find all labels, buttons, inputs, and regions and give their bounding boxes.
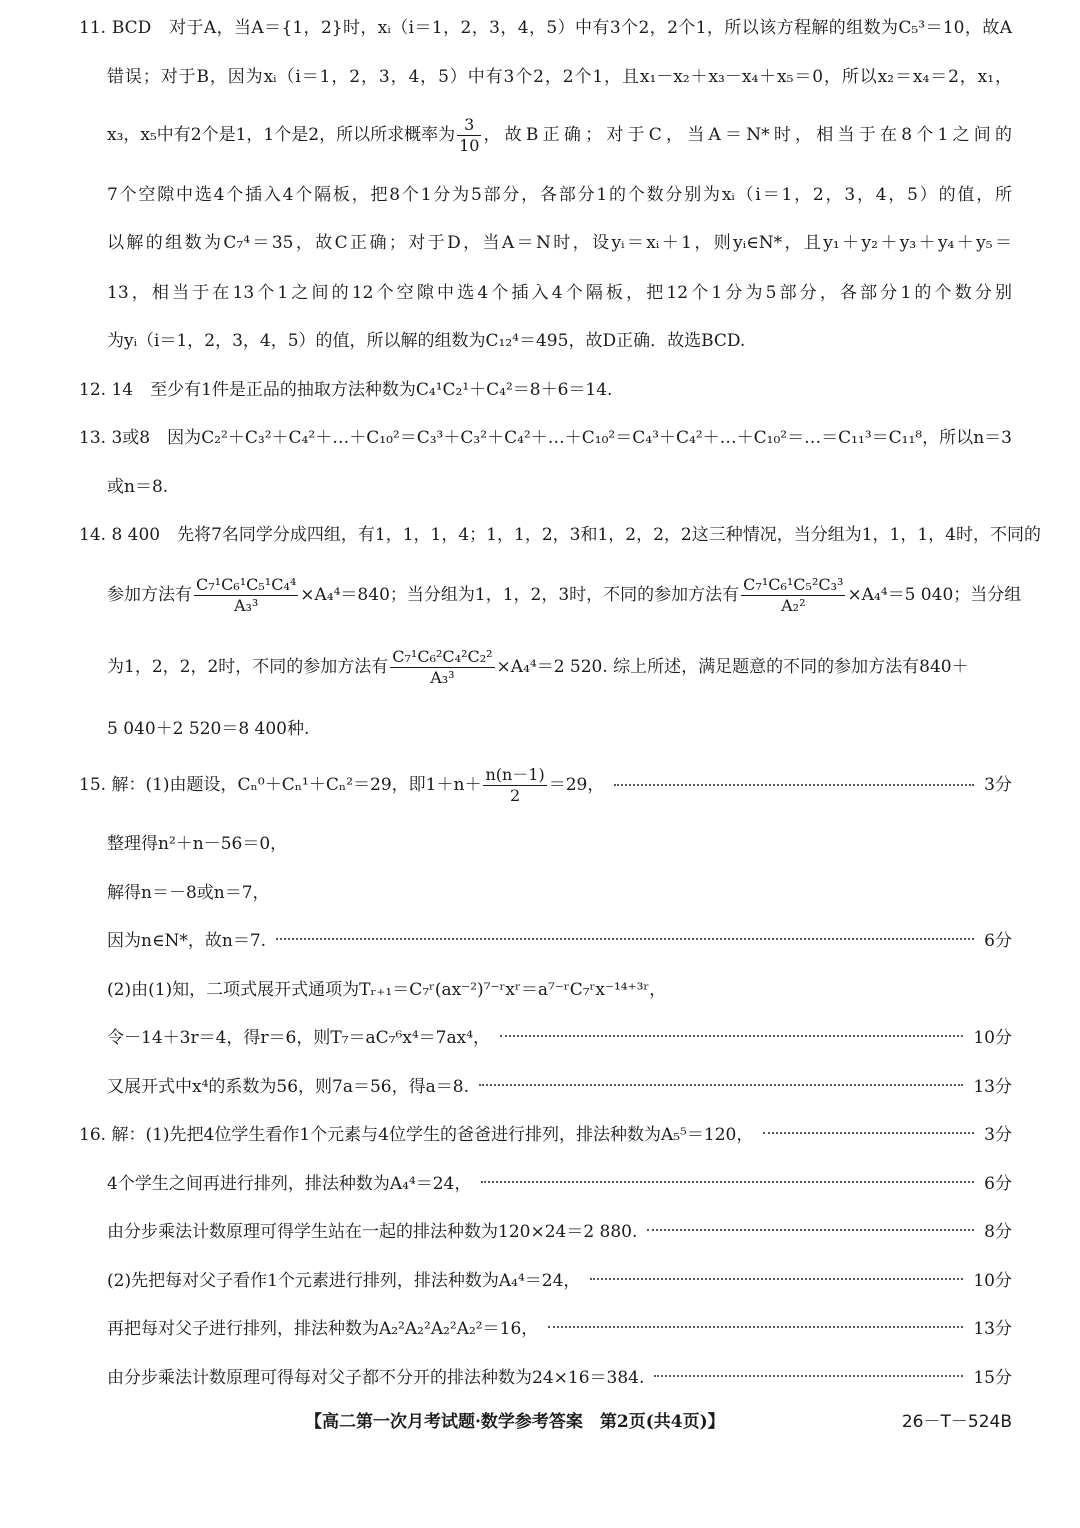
dot-leader [479, 1084, 963, 1086]
q11-line-3-post: ，故B正确；对于C，当A＝N*时，相当于在8个1之间的 [483, 125, 1012, 145]
q11-line-5: 以解的组数为C₇⁴＝35，故C正确；对于D，当A＝N时，设yᵢ＝xᵢ＋1，则yᵢ∈N*，且y₁＋y₂＋y₃＋y₄＋y₅＝ [107, 233, 1012, 253]
q16-line-2 [107, 1171, 1012, 1197]
fraction-numerator: C₇¹C₆¹C₅²C₃³ [743, 574, 844, 594]
score-label: 3分 [984, 1125, 1012, 1145]
fraction-numerator: n(n－1) [485, 764, 545, 784]
q14-fraction-2 [741, 575, 845, 616]
dot-leader [647, 1229, 974, 1231]
q15-line-7 [107, 1074, 1012, 1100]
q12-line-1: 12. 14 至少有1件是正品的抽取方法种数为C₄¹C₂¹＋C₄²＝8＋6＝14. [79, 380, 613, 400]
q16-line-6-text: 由分步乘法计数原理可得每对父子都不分开的排法种数为24×16＝384. [107, 1368, 645, 1388]
q11-line-3 [107, 114, 1012, 155]
q14-line-3 [107, 646, 1012, 687]
q15-line-1 [79, 764, 1012, 805]
q16-line-1 [79, 1122, 1012, 1148]
q11-line-6: 13，相当于在13个1之间的12个空隙中选4个插入4个隔板，把12个1分为5部分，各部分1的个数分别 [107, 283, 1012, 303]
q16-line-6 [107, 1365, 1012, 1391]
q15-line-3: 解得n＝－8或n＝7， [107, 883, 270, 903]
q14-line-2-mid: ×A₄⁴＝840；当分组为1，1，2，3时，不同的参加方法有 [300, 585, 740, 605]
score-label: 8分 [984, 1222, 1012, 1242]
q14-fraction-1 [194, 575, 298, 616]
q13-line-1: 13. 3或8 因为C₂²＋C₃²＋C₄²＋…＋C₁₀²＝C₃³＋C₃²＋C₄²＋…＋C₁₀²＝C₄³＋C₄²＋…＋C₁₀²＝…＝C₁₁³＝C₁₁⁸，所以n＝3 [79, 428, 1012, 448]
dot-leader [500, 1035, 963, 1037]
q15-line-6 [107, 1025, 1012, 1051]
q14-line-1: 14. 8 400 先将7名同学分成四组，有1，1，1，4；1，1，2，3和1，2，2，2这三种情况，当分组为1，1，1，4时，不同的 [79, 525, 1041, 545]
q15-line-1-pre: 15. 解：(1)由题设，Cₙ⁰＋Cₙ¹＋Cₙ²＝29，即1＋n＋ [79, 775, 482, 795]
q15-line-1-post: ＝29， [548, 775, 605, 795]
score-label: 3分 [984, 775, 1012, 795]
fraction-denominator: 10 [459, 135, 480, 155]
q15-line-4 [107, 928, 1012, 954]
q11-line-7: 为yᵢ（i＝1，2，3，4，5）的值，所以解的组数为C₁₂⁴＝495，故D正确．故选BCD. [107, 331, 746, 351]
q15-line-6-text: 令－14＋3r＝4，得r＝6，则T₇＝aC₇⁶x⁴＝7ax⁴， [107, 1028, 491, 1048]
score-label: 10分 [973, 1271, 1012, 1291]
q11-line-2: 错误；对于B，因为xᵢ（i＝1，2，3，4，5）中有3个2，2个1，且x₁－x₂＋x₃－x₄＋x₅＝0，所以x₂＝x₄＝2，x₁， [107, 67, 1012, 87]
q14-line-2-pre: 参加方法有 [107, 585, 192, 605]
page-footer [0, 1407, 1080, 1437]
q16-line-1-text: 16. 解：(1)先把4位学生看作1个元素与4位学生的爸爸进行排列，排法种数为A₅⁵＝120， [79, 1125, 754, 1145]
footer-code: 26－T－524B [901, 1412, 1012, 1432]
q14-fraction-3 [390, 647, 494, 688]
dot-leader [763, 1132, 974, 1134]
q15-line-4-text: 因为n∈N*，故n＝7. [107, 931, 267, 951]
q14-line-2 [107, 574, 1022, 615]
score-label: 13分 [973, 1319, 1012, 1339]
fraction-denominator: A₃³ [430, 667, 455, 687]
q15-line-5: (2)由(1)知，二项式展开式通项为Tᵣ₊₁＝C₇ʳ(ax⁻²)⁷⁻ʳxʳ＝a⁷⁻ʳC₇ʳx⁻¹⁴⁺³ʳ， [107, 980, 667, 1000]
dot-leader [276, 938, 974, 940]
q16-line-4 [107, 1268, 1012, 1294]
score-label: 15分 [973, 1368, 1012, 1388]
fraction-denominator: 2 [510, 785, 521, 805]
dot-leader [614, 784, 974, 786]
q16-line-5-text: 再把每对父子进行排列，排法种数为A₂²A₂²A₂²A₂²＝16， [107, 1319, 539, 1339]
q14-line-3-post: ×A₄⁴＝2 520. 综上所述，满足题意的不同的参加方法有840＋ [496, 657, 969, 677]
dot-leader [654, 1375, 963, 1377]
score-label: 13分 [973, 1077, 1012, 1097]
fraction-denominator: A₃³ [233, 595, 259, 615]
fraction-denominator: A₂² [781, 595, 806, 615]
q14-line-2-post: ×A₄⁴＝5 040；当分组 [847, 585, 1022, 605]
q13-line-2: 或n＝8. [107, 477, 169, 497]
q11-line-3-pre: x₃，x₅中有2个是1，1个是2，所以所求概率为 [107, 125, 456, 145]
q15-line-2: 整理得n²＋n－56＝0， [107, 834, 288, 854]
probability-fraction [457, 115, 481, 156]
fraction-numerator: 3 [457, 115, 481, 136]
dot-leader [481, 1181, 974, 1183]
score-label: 10分 [973, 1028, 1012, 1048]
fraction-numerator: C₇¹C₆¹C₅¹C₄⁴ [196, 574, 297, 594]
q15-line-7-text: 又展开式中x⁴的系数为56，则7a＝56，得a＝8. [107, 1077, 469, 1097]
q16-line-3 [107, 1219, 1012, 1245]
score-label: 6分 [984, 931, 1012, 951]
dot-leader [590, 1278, 963, 1280]
score-label: 6分 [984, 1174, 1012, 1194]
fraction-numerator: C₇¹C₆²C₄²C₂² [392, 646, 493, 666]
q14-line-3-pre: 为1，2，2，2时，不同的参加方法有 [107, 657, 389, 677]
q16-line-3-text: 由分步乘法计数原理可得学生站在一起的排法种数为120×24＝2 880. [107, 1222, 638, 1242]
q16-line-4-text: (2)先把每对父子看作1个元素进行排列，排法种数为A₄⁴＝24， [107, 1271, 581, 1291]
q16-line-2-text: 4个学生之间再进行排列，排法种数为A₄⁴＝24， [107, 1174, 472, 1194]
q11-line-4: 7个空隙中选4个插入4个隔板，把8个1分为5部分，各部分1的个数分别为xᵢ（i＝1，2，3，4，5）的值，所 [107, 185, 1012, 205]
footer-title: 【高二第一次月考试题·数学参考答案 第2页(共4页)】 [305, 1412, 725, 1432]
q11-line-1: 11. BCD 对于A，当A＝{1，2}时，xᵢ（i＝1，2，3，4，5）中有3个2，2个1，所以该方程解的组数为C₅³＝10，故A [79, 18, 1012, 38]
q16-line-5 [107, 1316, 1012, 1342]
q15-fraction [483, 765, 546, 806]
dot-leader [548, 1326, 963, 1328]
q14-line-4: 5 040＋2 520＝8 400种. [107, 719, 310, 739]
